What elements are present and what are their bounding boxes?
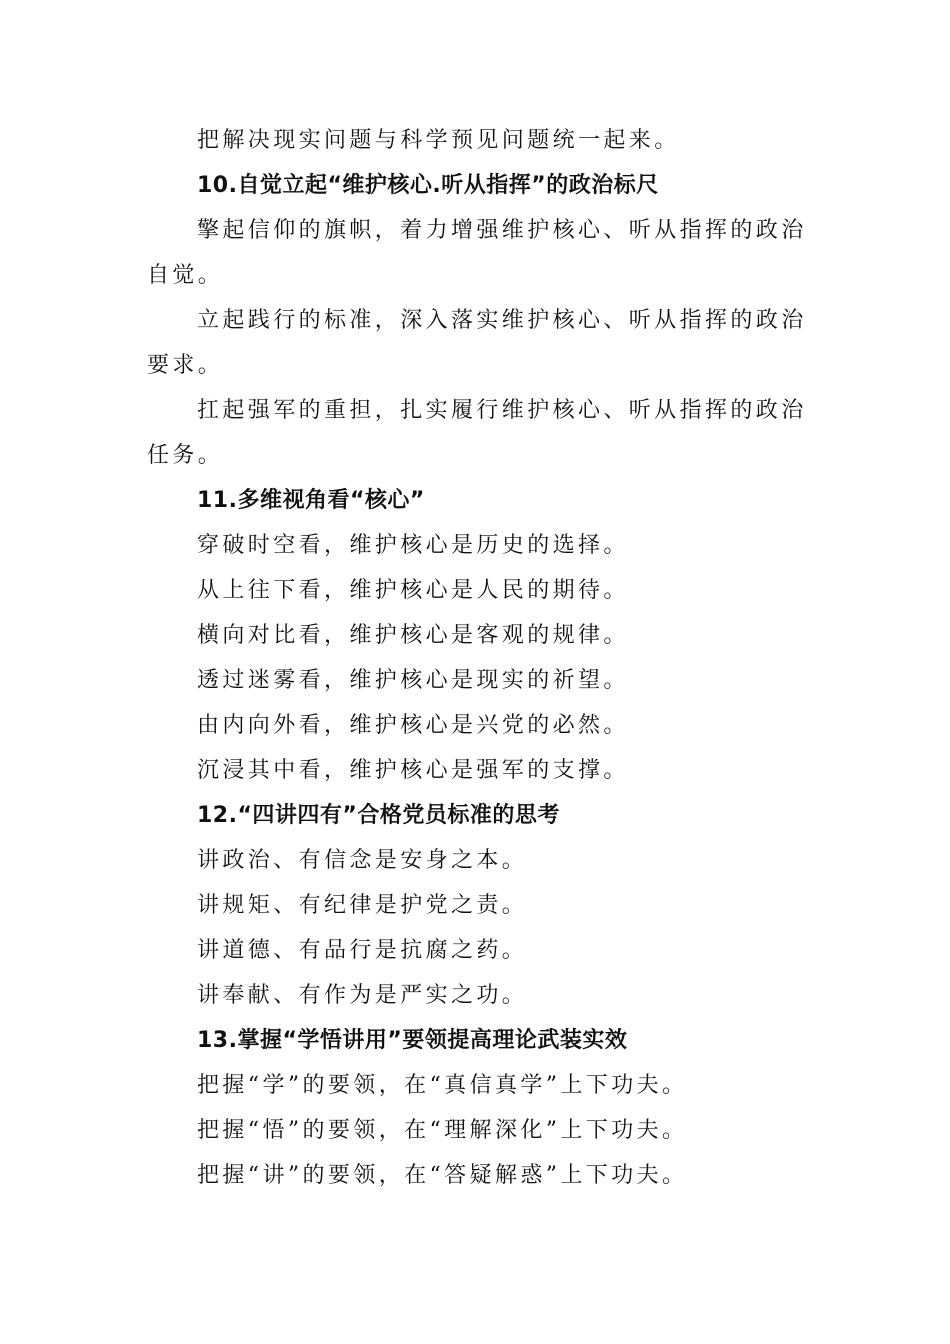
paragraph-line: 立起践行的标准，深入落实维护核心、听从指挥的政治 (197, 308, 807, 333)
paragraph-line: 扛起强军的重担，扎实履行维护核心、听从指挥的政治 (197, 398, 807, 423)
paragraph-line: 穿破时空看，维护核心是历史的选择。 (197, 533, 629, 558)
document-page (147, 118, 812, 1198)
paragraph-line: 自觉。 (147, 263, 224, 288)
paragraph-line: 把握“讲”的要领，在“答疑解惑”上下功夫。 (197, 1163, 688, 1188)
paragraph-line: 讲规矩、有纪律是护党之责。 (197, 893, 528, 918)
section-heading-12: 12.“四讲四有”合格党员标准的思考 (197, 803, 560, 828)
paragraph-line: 透过迷雾看，维护核心是现实的祈望。 (197, 668, 629, 693)
paragraph-line: 讲政治、有信念是安身之本。 (197, 848, 528, 873)
paragraph-line: 从上往下看，维护核心是人民的期待。 (197, 578, 629, 603)
paragraph-line: 横向对比看，维护核心是客观的规律。 (197, 623, 629, 648)
paragraph-line: 讲道德、有品行是抗腐之药。 (197, 938, 528, 963)
section-heading-11: 11.多维视角看“核心” (197, 488, 425, 513)
paragraph-line: 擎起信仰的旗帜，着力增强维护核心、听从指挥的政治 (197, 218, 807, 243)
paragraph-line: 任务。 (147, 443, 224, 468)
paragraph-line: 要求。 (147, 353, 224, 378)
paragraph-line: 把握“悟”的要领，在“理解深化”上下功夫。 (197, 1118, 688, 1143)
section-heading-10: 10.自觉立起“维护核心.听从指挥”的政治标尺 (197, 173, 659, 198)
paragraph-line: 把解决现实问题与科学预见问题统一起来。 (197, 128, 680, 153)
paragraph-line: 讲奉献、有作为是严实之功。 (197, 983, 528, 1008)
section-heading-13: 13.掌握“学悟讲用”要领提高理论武装实效 (197, 1028, 628, 1053)
paragraph-line: 由内向外看，维护核心是兴党的必然。 (197, 713, 629, 738)
paragraph-line: 把握“学”的要领，在“真信真学”上下功夫。 (197, 1073, 688, 1098)
paragraph-line: 沉浸其中看，维护核心是强军的支撑。 (197, 758, 629, 783)
